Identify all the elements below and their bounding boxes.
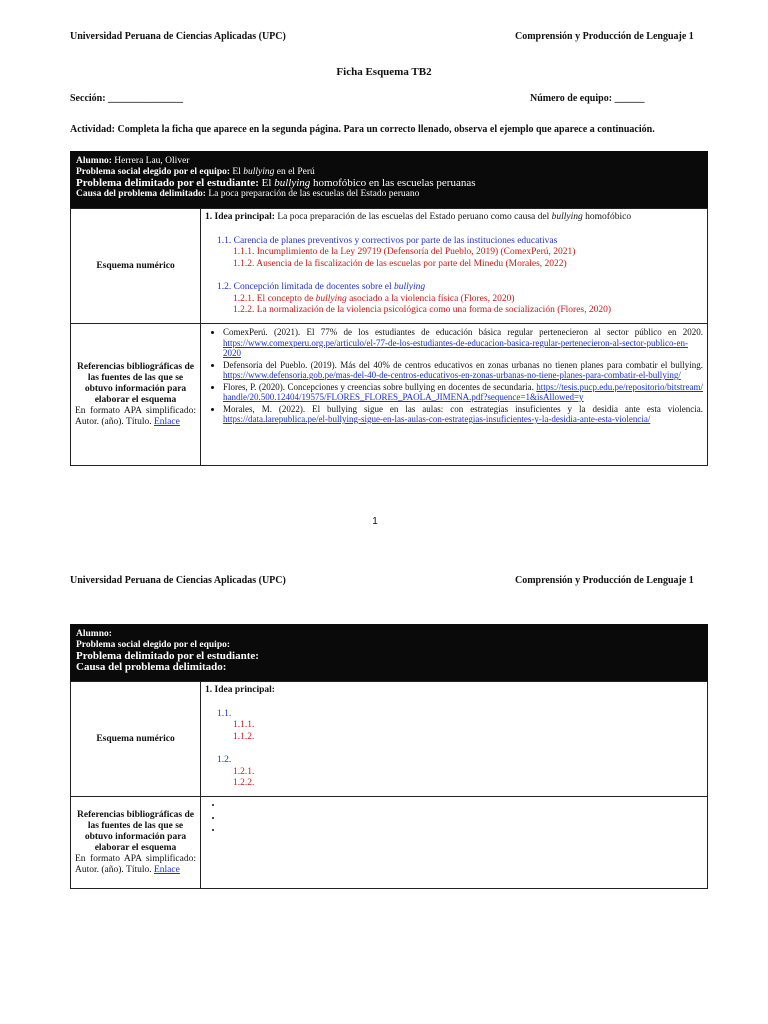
template-references-label: Referencias bibliográficas de las fuentes de las que se obtuvo información para elaborar el esquema bbox=[77, 809, 194, 853]
main-idea: 1. Idea principal: La poca preparación de las escuelas del Estado peruano como causa del bullying homofóbico bbox=[205, 212, 632, 222]
university-header-2: Universidad Peruana de Ciencias Aplicadas (UPC) bbox=[70, 575, 286, 586]
reference-link[interactable]: https://www.defensoria.gob.pe/mas-del-40-de-centros-educativos-en-zonas-urbanas-no-tiene-planes-para-combatir-el-bullying/ bbox=[223, 370, 681, 380]
template-1-1-2: 1.1.2. bbox=[233, 731, 255, 742]
references-label: Referencias bibliográficas de las fuentes de las que se obtuvo información para elaborar el esquema bbox=[77, 361, 194, 405]
template-1-1-1: 1.1.1. bbox=[233, 720, 255, 730]
reference-link[interactable]: https://data.larepublica.pe/el-bullying-sigue-en-las-aulas-con-estrategias-insuficientes-y-la-desidia-ante-esta-violencia/ bbox=[223, 414, 651, 424]
references-format-hint: En formato APA simplificado: Autor. (año). Título. Enlace bbox=[75, 405, 196, 427]
template-references-label-cell bbox=[71, 797, 201, 888]
detail-1-1-1: 1.1.1. Incumplimiento de la Ley 29719 (Defensoría del Pueblo, 2019) (ComexPerú, 2021) bbox=[233, 247, 576, 257]
template-reference-item[interactable] bbox=[223, 825, 703, 837]
activity-instructions: Actividad: Completa la ficha que aparece en la segunda página. Para un correcto llenado, observa el ejemplo que aparece a continuación. bbox=[70, 124, 655, 135]
reference-item: • ComexPerú. (2021). El 77% de los estudiantes de educación básica regular pertenecieron al sector público en 2020. https://www.comexperu.org.pe/articulo/el-77-de-los-estudiantes-de-educacion-basica-regular-pertenecieron-al-sector-publico-en-2020 bbox=[223, 327, 703, 359]
example-references-row bbox=[71, 323, 707, 465]
cause-line: Causa del problema delimitado: La poca preparación de las escuelas del Estado peruano bbox=[76, 189, 420, 199]
student-line: Alumno: Herrera Lau, Oliver bbox=[76, 156, 190, 166]
template-table bbox=[70, 681, 708, 889]
page-title: Ficha Esquema TB2 bbox=[336, 66, 432, 78]
student-problem-label: Problema delimitado por el estudiante: bbox=[76, 650, 259, 662]
team-number-label: Número de equipo: ______ bbox=[530, 93, 645, 104]
template-reference-item[interactable] bbox=[223, 813, 703, 825]
detail-1-2-2: 1.2.2. La normalización de la violencia psicológica como una forma de socialización (Flores, 2020) bbox=[233, 305, 612, 315]
section-label: Sección: _______________ bbox=[70, 93, 184, 104]
university-header: Universidad Peruana de Ciencias Aplicadas (UPC) bbox=[70, 31, 286, 42]
reference-item: • Morales, M. (2022). El bullying sigue en las aulas: con estrategias insuficientes y la desidia ante esta violencia. https://data.larepublica.pe/el-bullying-sigue-en-las-aulas-con-estrategias-insuficientes-y-la-desidia-ante-esta-violencia/ bbox=[223, 404, 703, 425]
template-esquema-content[interactable] bbox=[201, 682, 707, 796]
template-references-format-hint: En formato APA simplificado: Autor. (año). Título. Enlace bbox=[75, 853, 196, 875]
template-references-content[interactable] bbox=[201, 797, 707, 888]
references-label-cell bbox=[71, 324, 201, 465]
student-problem-line: Problema delimitado por el estudiante: El bullying homofóbico en las escuelas peruanas bbox=[76, 177, 476, 189]
subidea-1-1: 1.1. Carencia de planes preventivos y correctivos por parte de las instituciones educativas bbox=[217, 235, 558, 246]
esquema-content bbox=[201, 209, 707, 323]
template-info-box bbox=[70, 624, 708, 681]
subidea-1-2: 1.2. Concepción limitada de docentes sobre el bullying bbox=[217, 282, 426, 292]
example-info-box bbox=[70, 151, 708, 208]
template-1-1: 1.1. bbox=[217, 708, 232, 719]
template-references-row bbox=[71, 796, 707, 888]
esquema-label: Esquema numérico bbox=[71, 209, 201, 323]
reference-item: • Defensoría del Pueblo. (2019). Más del 40% de centros educativos en zonas urbanas no tienen planes para combatir el bullying. https://www.defensoria.gob.pe/mas-del-40-de-centros-educativos-en-zonas-urbanas-no-tiene-planes-para-combatir-el-bullying/ bbox=[223, 360, 703, 381]
template-references-list bbox=[205, 800, 703, 837]
team-problem-line: Problema social elegido por el equipo: El bullying en el Perú bbox=[76, 167, 315, 177]
template-esquema-row bbox=[71, 682, 707, 796]
references-content bbox=[201, 324, 707, 465]
template-esquema-label: Esquema numérico bbox=[71, 682, 201, 796]
template-format-link[interactable]: Enlace bbox=[153, 864, 180, 875]
references-list bbox=[205, 327, 703, 425]
example-esquema-row bbox=[71, 209, 707, 323]
template-main-idea: 1. Idea principal: bbox=[205, 685, 275, 695]
team-problem-label: Problema social elegido por el equipo: bbox=[76, 640, 231, 650]
template-1-2-1: 1.2.1. bbox=[233, 766, 255, 777]
reference-item: • Flores, P. (2020). Concepciones y creencias sobre bullying en docentes de secundaria. https://tesis.pucp.edu.pe/repositorio/bitstream/handle/20.500.12404/19575/FLORES_FLORES_PAOLA_JIMENA.pdf?sequence=1&isAllowed=y bbox=[223, 382, 703, 403]
course-header-2: Comprensión y Producción de Lenguaje 1 bbox=[515, 575, 694, 586]
template-1-2: 1.2. bbox=[217, 755, 232, 765]
cause-label: Causa del problema delimitado: bbox=[76, 661, 227, 673]
page-number: 1 bbox=[372, 516, 378, 527]
student-label: Alumno: bbox=[76, 629, 112, 639]
detail-1-1-2: 1.1.2. Ausencia de la fiscalización de las escuelas por parte del Minedu (Morales, 2022) bbox=[233, 258, 567, 269]
detail-1-2-1: 1.2.1. El concepto de bullying asociado a la violencia física (Flores, 2020) bbox=[233, 293, 515, 304]
template-reference-item[interactable] bbox=[223, 800, 703, 812]
course-header: Comprensión y Producción de Lenguaje 1 bbox=[515, 31, 694, 42]
example-table bbox=[70, 208, 708, 466]
reference-link[interactable]: https://tesis.pucp.edu.pe/repositorio/bitstream/handle/20.500.12404/19575/FLORES_FLORES_PAOLA_JIMENA.pdf?sequence=1&isAllowed=y bbox=[223, 381, 703, 402]
reference-link[interactable]: https://www.comexperu.org.pe/articulo/el-77-de-los-estudiantes-de-educacion-basica-regular-pertenecieron-al-sector-publico-en-2020 bbox=[223, 337, 688, 358]
format-link[interactable]: Enlace bbox=[153, 416, 180, 427]
template-1-2-2: 1.2.2. bbox=[233, 778, 255, 788]
